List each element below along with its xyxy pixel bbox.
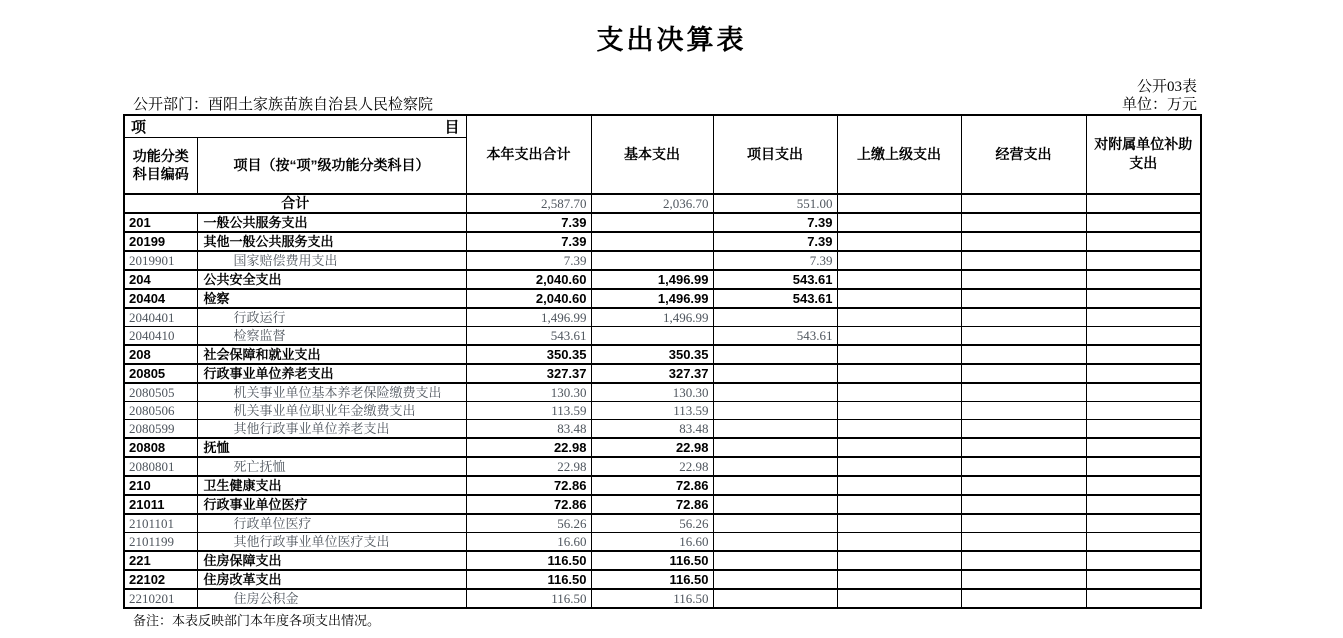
cell-value: 7.39 [713, 232, 837, 251]
column-header-project: 项目支出 [713, 115, 837, 194]
cell-code: 2080506 [124, 401, 197, 419]
cell-code: 221 [124, 551, 197, 570]
cell-value [961, 289, 1086, 308]
cell-name: 机关事业单位基本养老保险缴费支出 [197, 383, 466, 402]
cell-value [1086, 438, 1201, 457]
cell-value [1086, 232, 1201, 251]
cell-value: 7.39 [466, 232, 591, 251]
cell-name: 其他行政事业单位养老支出 [197, 419, 466, 438]
cell-value [961, 213, 1086, 232]
cell-value [713, 419, 837, 438]
table-body [124, 194, 1201, 608]
cell-value [1086, 326, 1201, 345]
cell-value: 543.61 [466, 326, 591, 345]
cell-value [1086, 270, 1201, 289]
cell-value: 327.37 [591, 364, 713, 383]
cell-value: 350.35 [591, 345, 713, 364]
cell-value [713, 476, 837, 495]
cell-value [837, 532, 961, 551]
cell-value [713, 364, 837, 383]
cell-value [961, 589, 1086, 608]
cell-name: 住房改革支出 [197, 570, 466, 589]
item-group-header [124, 115, 466, 138]
cell-name: 一般公共服务支出 [197, 213, 466, 232]
cell-value [837, 495, 961, 514]
table-row [124, 364, 1201, 383]
cell-value: 113.59 [466, 401, 591, 419]
cell-value [1086, 345, 1201, 364]
cell-value [1086, 419, 1201, 438]
cell-name: 机关事业单位职业年金缴费支出 [197, 401, 466, 419]
cell-value [1086, 364, 1201, 383]
cell-value: 22.98 [591, 438, 713, 457]
cell-value: 22.98 [591, 457, 713, 476]
cell-value [961, 495, 1086, 514]
table-row [124, 551, 1201, 570]
table-number: 公开03表 [1136, 79, 1197, 95]
cell-value [713, 589, 837, 608]
table-row [124, 383, 1201, 402]
cell-value: 116.50 [591, 589, 713, 608]
cell-value [1086, 570, 1201, 589]
cell-value [837, 232, 961, 251]
cell-value [1086, 589, 1201, 608]
table-row [124, 345, 1201, 364]
cell-value: 7.39 [713, 251, 837, 270]
cell-code: 2019901 [124, 251, 197, 270]
cell-value: 1,496.99 [466, 308, 591, 327]
cell-value [1086, 213, 1201, 232]
cell-value [713, 514, 837, 533]
cell-value: 116.50 [591, 570, 713, 589]
cell-value [1086, 194, 1201, 213]
cell-value [961, 514, 1086, 533]
table-row [124, 326, 1201, 345]
cell-value [961, 383, 1086, 402]
footnote: 备注：本表反映部门本年度各项支出情况。 [133, 612, 381, 628]
cell-value: 22.98 [466, 457, 591, 476]
table-row [124, 438, 1201, 457]
name-column-header: 项目（按“项”级功能分类科目） [197, 138, 466, 194]
cell-code: 2080505 [124, 383, 197, 402]
cell-value [713, 570, 837, 589]
cell-value [961, 194, 1086, 213]
cell-value: 7.39 [713, 213, 837, 232]
cell-value [837, 589, 961, 608]
cell-name: 行政单位医疗 [197, 514, 466, 533]
cell-value [837, 345, 961, 364]
cell-value [961, 251, 1086, 270]
cell-name: 国家赔偿费用支出 [197, 251, 466, 270]
cell-value: 83.48 [591, 419, 713, 438]
cell-value [837, 401, 961, 419]
content-area [123, 79, 1200, 629]
cell-value: 72.86 [591, 476, 713, 495]
cell-value [1086, 289, 1201, 308]
cell-value: 543.61 [713, 326, 837, 345]
cell-value [1086, 551, 1201, 570]
cell-value [713, 532, 837, 551]
meta-line [123, 96, 1200, 114]
cell-value [837, 270, 961, 289]
cell-value [961, 326, 1086, 345]
cell-code: 20805 [124, 364, 197, 383]
table-row [124, 457, 1201, 476]
cell-value [837, 308, 961, 327]
cell-value: 72.86 [466, 476, 591, 495]
cell-code: 2040410 [124, 326, 197, 345]
cell-value [961, 438, 1086, 457]
cell-value [713, 383, 837, 402]
cell-value [837, 457, 961, 476]
column-header-total: 本年支出合计 [466, 115, 591, 194]
header-row-1 [124, 115, 1201, 138]
table-row [124, 251, 1201, 270]
column-header-basic: 基本支出 [591, 115, 713, 194]
cell-value: 327.37 [466, 364, 591, 383]
cell-code: 2040401 [124, 308, 197, 327]
cell-value [837, 551, 961, 570]
cell-value [961, 476, 1086, 495]
cell-value: 1,496.99 [591, 270, 713, 289]
cell-name: 其他一般公共服务支出 [197, 232, 466, 251]
cell-value [837, 383, 961, 402]
cell-code: 201 [124, 213, 197, 232]
cell-value: 7.39 [466, 251, 591, 270]
code-column-header: 功能分类科目编码 [124, 138, 197, 194]
cell-value: 551.00 [713, 194, 837, 213]
cell-value: 72.86 [591, 495, 713, 514]
cell-value: 22.98 [466, 438, 591, 457]
cell-value [1086, 476, 1201, 495]
table-row [124, 308, 1201, 327]
cell-value: 2,036.70 [591, 194, 713, 213]
cell-value [591, 326, 713, 345]
cell-name: 卫生健康支出 [197, 476, 466, 495]
cell-code: 2080599 [124, 419, 197, 438]
cell-value [1086, 514, 1201, 533]
cell-name: 行政事业单位养老支出 [197, 364, 466, 383]
cell-value [713, 345, 837, 364]
item-group-right: 目 [444, 119, 460, 136]
cell-name: 住房保障支出 [197, 551, 466, 570]
expenditure-table [123, 114, 1202, 609]
cell-value [961, 532, 1086, 551]
cell-name: 检察 [197, 289, 466, 308]
cell-code: 2101199 [124, 532, 197, 551]
cell-value [837, 326, 961, 345]
table-row [124, 289, 1201, 308]
cell-value [961, 570, 1086, 589]
cell-value [713, 495, 837, 514]
cell-value [1086, 308, 1201, 327]
cell-value: 2,040.60 [466, 289, 591, 308]
cell-value: 56.26 [591, 514, 713, 533]
department-label: 公开部门：酉阳土家族苗族自治县人民检察院 [133, 97, 434, 113]
cell-value: 2,587.70 [466, 194, 591, 213]
cell-value [713, 401, 837, 419]
column-header-subsidy: 对附属单位补助支出 [1086, 115, 1201, 194]
cell-name: 检察监督 [197, 326, 466, 345]
cell-value [1086, 401, 1201, 419]
table-row [124, 419, 1201, 438]
cell-code: 20808 [124, 438, 197, 457]
cell-value [961, 270, 1086, 289]
cell-value [961, 345, 1086, 364]
cell-code: 2080801 [124, 457, 197, 476]
table-row [124, 232, 1201, 251]
cell-value: 350.35 [466, 345, 591, 364]
cell-value [837, 251, 961, 270]
cell-value [961, 308, 1086, 327]
cell-value: 83.48 [466, 419, 591, 438]
column-header-paid-up: 上缴上级支出 [837, 115, 961, 194]
cell-value [591, 213, 713, 232]
cell-name: 住房公积金 [197, 589, 466, 608]
page-title: 支出决算表 [596, 25, 747, 55]
table-row [124, 514, 1201, 533]
cell-value: 130.30 [591, 383, 713, 402]
table-row [124, 401, 1201, 419]
table-row [124, 194, 1201, 213]
cell-value: 7.39 [466, 213, 591, 232]
cell-value [837, 514, 961, 533]
cell-value [837, 364, 961, 383]
column-header-operating: 经营支出 [961, 115, 1086, 194]
table-row [124, 532, 1201, 551]
cell-value [837, 570, 961, 589]
cell-code: 2210201 [124, 589, 197, 608]
cell-code: 204 [124, 270, 197, 289]
table-row [124, 270, 1201, 289]
cell-value [713, 551, 837, 570]
cell-value: 2,040.60 [466, 270, 591, 289]
cell-value: 72.86 [466, 495, 591, 514]
item-group-left: 项 [131, 119, 147, 136]
cell-name: 其他行政事业单位医疗支出 [197, 532, 466, 551]
cell-code: 210 [124, 476, 197, 495]
cell-value: 116.50 [591, 551, 713, 570]
cell-value [591, 232, 713, 251]
cell-value [1086, 495, 1201, 514]
cell-value [1086, 457, 1201, 476]
cell-value [837, 476, 961, 495]
cell-value [961, 401, 1086, 419]
cell-code: 2101101 [124, 514, 197, 533]
cell-name: 死亡抚恤 [197, 457, 466, 476]
cell-value [961, 232, 1086, 251]
cell-name: 公共安全支出 [197, 270, 466, 289]
cell-value [591, 251, 713, 270]
cell-value: 116.50 [466, 589, 591, 608]
cell-value: 543.61 [713, 289, 837, 308]
table-row [124, 570, 1201, 589]
unit-label: 单位：万元 [1121, 97, 1197, 113]
cell-value [1086, 532, 1201, 551]
cell-value: 1,496.99 [591, 289, 713, 308]
cell-value: 16.60 [466, 532, 591, 551]
cell-name: 社会保障和就业支出 [197, 345, 466, 364]
cell-value: 543.61 [713, 270, 837, 289]
cell-value [961, 551, 1086, 570]
cell-code: 21011 [124, 495, 197, 514]
cell-value: 1,496.99 [591, 308, 713, 327]
cell-value [837, 289, 961, 308]
cell-value: 130.30 [466, 383, 591, 402]
cell-code: 22102 [124, 570, 197, 589]
cell-name: 行政事业单位医疗 [197, 495, 466, 514]
cell-code: 20199 [124, 232, 197, 251]
cell-value: 16.60 [591, 532, 713, 551]
cell-value: 116.50 [466, 551, 591, 570]
table-row [124, 213, 1201, 232]
cell-value [961, 457, 1086, 476]
table-row [124, 589, 1201, 608]
cell-name: 行政运行 [197, 308, 466, 327]
cell-code: 20404 [124, 289, 197, 308]
cell-value [837, 213, 961, 232]
cell-value: 116.50 [466, 570, 591, 589]
cell-value: 113.59 [591, 401, 713, 419]
cell-value [713, 457, 837, 476]
table-row [124, 476, 1201, 495]
cell-total-label: 合计 [124, 194, 466, 213]
cell-name: 抚恤 [197, 438, 466, 457]
cell-value [837, 194, 961, 213]
cell-value [837, 438, 961, 457]
cell-value [1086, 251, 1201, 270]
table-row [124, 495, 1201, 514]
cell-value [1086, 383, 1201, 402]
cell-code: 208 [124, 345, 197, 364]
cell-value [961, 364, 1086, 383]
cell-value [961, 419, 1086, 438]
cell-value [713, 308, 837, 327]
cell-value: 56.26 [466, 514, 591, 533]
cell-value [713, 438, 837, 457]
cell-value [837, 419, 961, 438]
